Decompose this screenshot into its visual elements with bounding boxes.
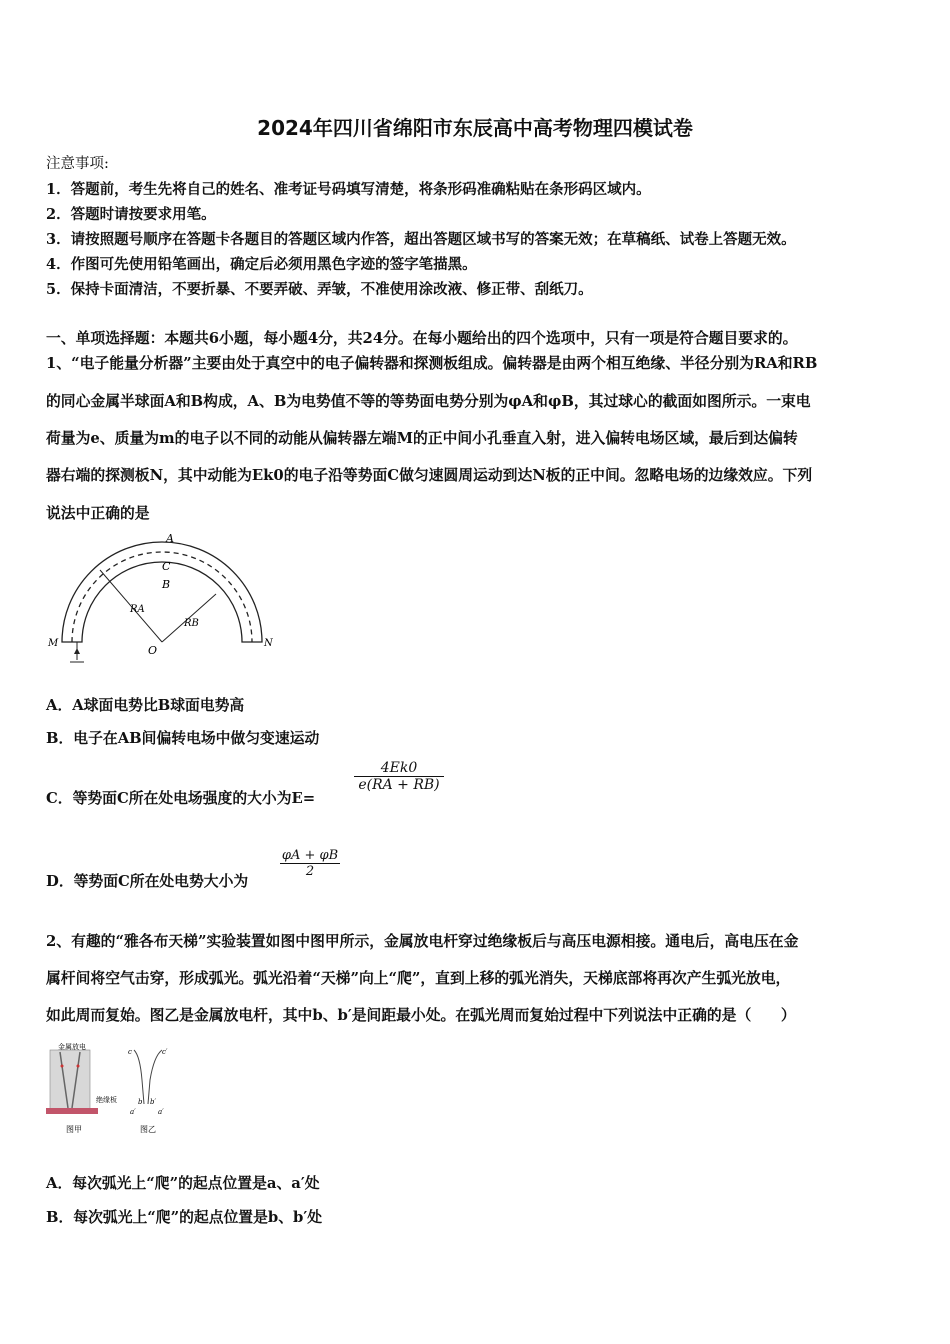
deflector-shell xyxy=(62,542,262,642)
notes-heading: 注意事项: xyxy=(46,156,109,172)
page-title: 2024年四川省绵阳市东辰高中高考物理四模试卷 xyxy=(257,116,693,140)
formula-c-numerator: 4Ek0 xyxy=(380,760,418,776)
figure-jia-label: 图甲 xyxy=(66,1125,82,1134)
note-item: 5．保持卡面清洁，不要折暴、不要弄破、弄皱，不准使用涂改液、修正带、刮纸刀。 xyxy=(46,281,593,298)
q1-option-a: A．A球面电势比B球面电势高 xyxy=(46,697,245,714)
board-label: 绝缘板 xyxy=(96,1096,117,1104)
jacob-ladder-figure xyxy=(44,1040,184,1136)
label-o: O xyxy=(148,644,158,657)
apparatus-photo xyxy=(50,1050,90,1112)
note-item: 2．答题时请按要求用笔。 xyxy=(46,206,216,223)
rod-label: 金属放电 xyxy=(58,1043,86,1051)
label-b: b xyxy=(138,1098,143,1106)
deflector-figure xyxy=(44,530,284,670)
label-b-prime: b′ xyxy=(150,1098,157,1106)
question-1-line: 1、“电子能量分析器”主要由处于真空中的电子偏转器和探测板组成。偏转器是由两个相互绝缘、半径分别为RA和RB xyxy=(46,355,818,372)
formula-c-denominator: e(RA + RB) xyxy=(358,777,440,793)
label-b: B xyxy=(162,578,171,591)
arrow-head xyxy=(74,648,80,654)
question-1-line: 器右端的探测板N，其中动能为Ek0的电子沿等势面C做匀速圆周运动到达N板的正中间。忽略电场的边缘效应。下列 xyxy=(46,467,813,484)
section-heading: 一、单项选择题：本题共6小题，每小题4分，共24分。在每小题给出的四个选项中，只有一项是符合题目要求的。 xyxy=(46,330,798,347)
q1-option-d: D．等势面C所在处电势大小为 xyxy=(46,873,249,890)
label-c: C xyxy=(162,560,171,573)
label-c: c xyxy=(128,1048,132,1056)
question-2-line: 属杆间将空气击穿，形成弧光。弧光沿着“天梯”向上“爬”，直到上移的弧光消失，天梯底部将再次产生弧光放电， xyxy=(46,970,791,987)
formula-d-numerator: φA + φB xyxy=(281,848,339,863)
spark xyxy=(77,1065,80,1068)
label-ra: RA xyxy=(130,604,145,615)
q1-option-c: C．等势面C所在处电场强度的大小为E= xyxy=(46,790,316,807)
rod-right xyxy=(148,1050,162,1104)
label-a-prime: a′ xyxy=(158,1108,164,1116)
question-1-line: 的同心金属半球面A和B构成，A、B为电势值不等的等势面电势分别为φA和φB，其过球心的截面如图所示。一束电 xyxy=(46,393,811,410)
label-a: A xyxy=(166,532,174,545)
formula-c xyxy=(354,760,444,793)
question-2-line: 2、有趣的“雅各布天梯”实验装置如图中图甲所示，金属放电杆穿过绝缘板后与高压电源相接。通电后，高电压在金 xyxy=(46,933,799,950)
label-c-prime: c′ xyxy=(162,1048,168,1056)
question-1-line: 说法中正确的是 xyxy=(46,505,150,522)
label-n: N xyxy=(264,638,273,649)
formula-d xyxy=(280,848,340,879)
question-1-line: 荷量为e、质量为m的电子以不同的动能从偏转器左端M的正中间小孔垂直入射，进入偏转电场区域，最后到达偏转 xyxy=(46,430,798,447)
note-item: 4．作图可先使用铅笔画出，确定后必须用黑色字迹的签字笔描黑。 xyxy=(46,256,477,273)
question-2-line: 如此周而复始。图乙是金属放电杆，其中b、b′是间距最小处。在弧光周而复始过程中下列说法中正确的是（ ） xyxy=(46,1007,796,1024)
note-item: 3．请按照题号顺序在答题卡各题目的答题区域内作答，超出答题区域书写的答案无效；在草稿纸、试卷上答题无效。 xyxy=(46,231,796,248)
q1-option-b: B．电子在AB间偏转电场中做匀变速运动 xyxy=(46,730,320,747)
rod-left xyxy=(134,1050,144,1104)
note-item: 1．答题前，考生先将自己的姓名、准考证号码填写清楚，将条形码准确粘贴在条形码区域内。 xyxy=(46,181,651,198)
label-a: a′ xyxy=(130,1108,136,1116)
label-m: M xyxy=(48,638,59,649)
q2-option-a: A．每次弧光上“爬”的起点位置是a、a′处 xyxy=(46,1175,320,1192)
spark xyxy=(61,1065,64,1068)
base-plate xyxy=(46,1108,98,1114)
figure-yi-label: 图乙 xyxy=(140,1125,156,1134)
label-rb: RB xyxy=(184,618,199,629)
formula-d-denominator: 2 xyxy=(305,864,315,879)
q2-option-b: B．每次弧光上“爬”的起点位置是b、b′处 xyxy=(46,1209,323,1226)
